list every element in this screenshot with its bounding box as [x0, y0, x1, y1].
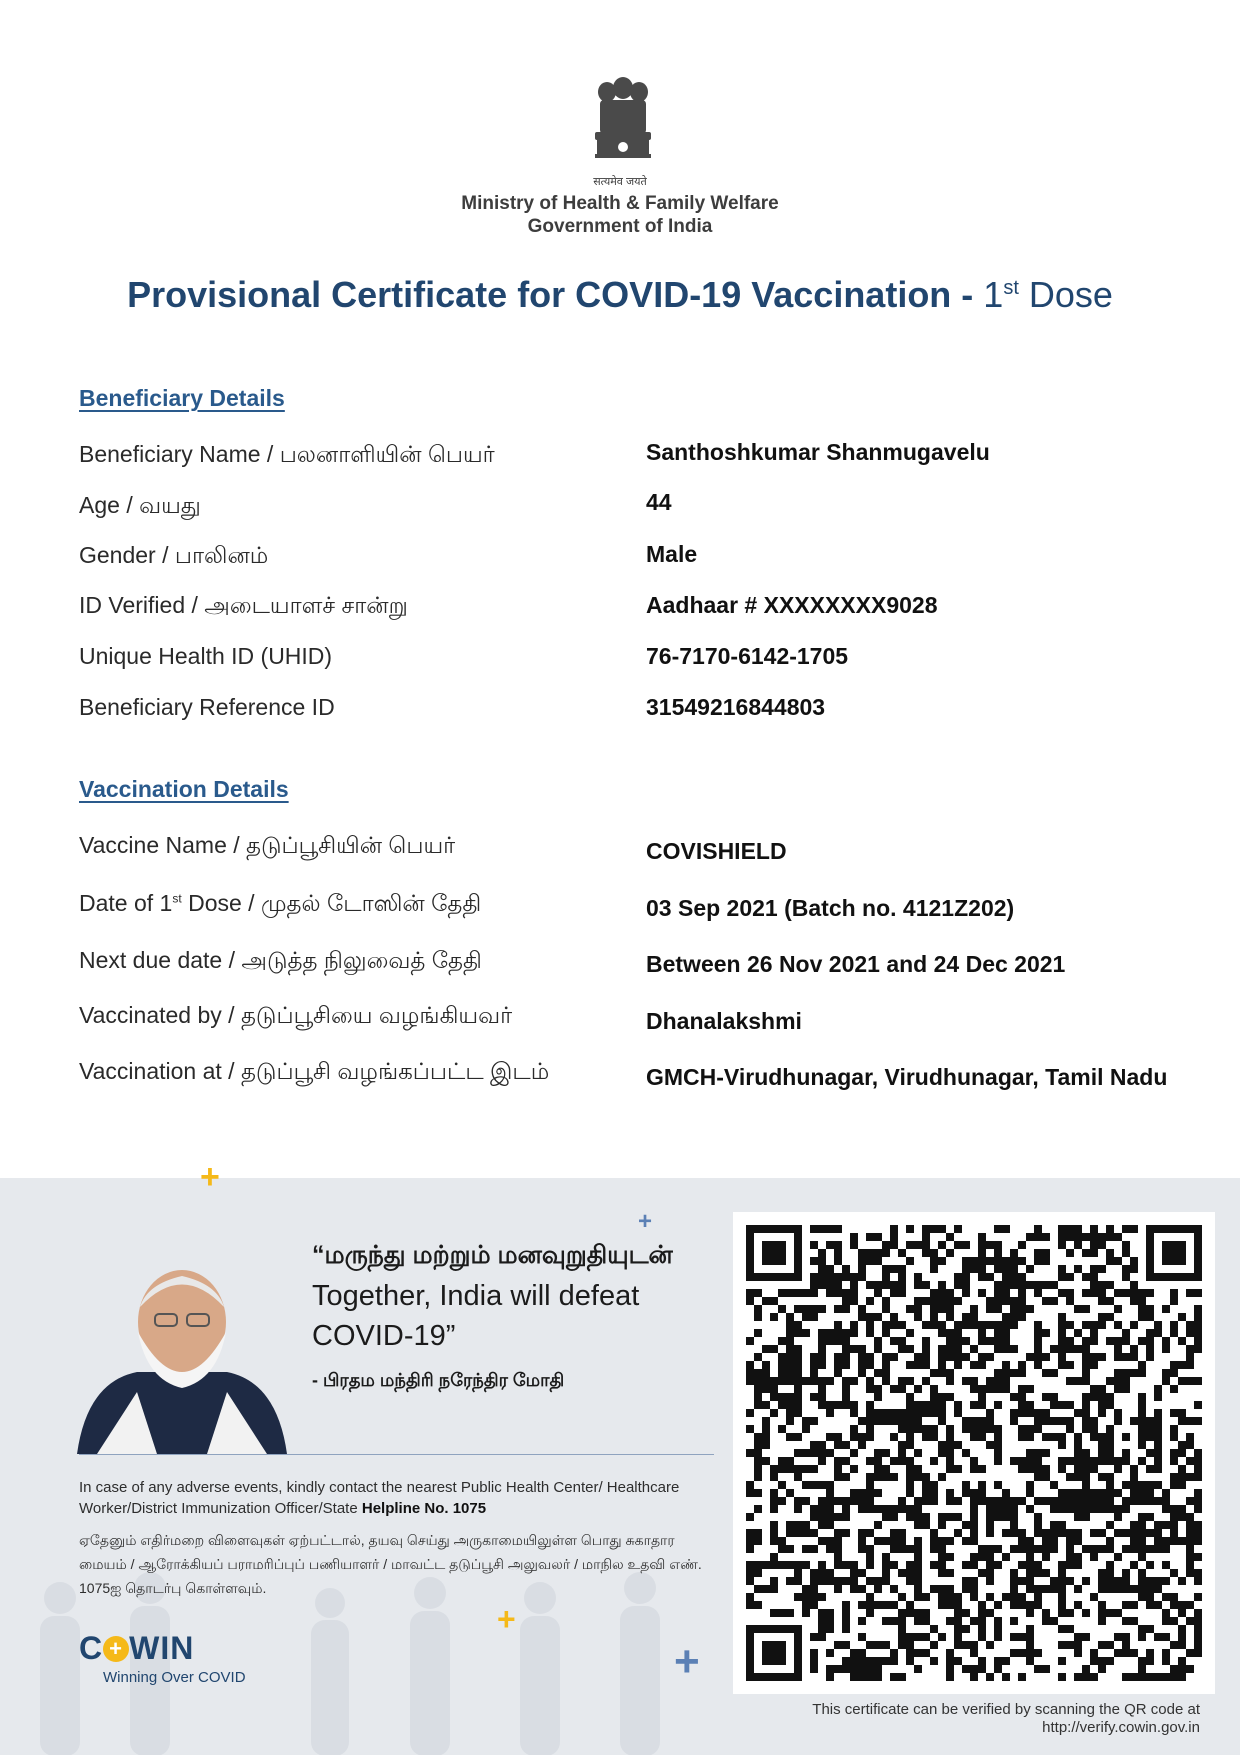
- vaccinated-by-label: Vaccinated by / தடுப்பூசியை வழங்கியவர்: [79, 1002, 513, 1028]
- verify-line-2[interactable]: http://verify.cowin.gov.in: [1042, 1719, 1200, 1736]
- prime-minister-portrait: [77, 1262, 287, 1454]
- emblem-motto: सत्यमेव जयते: [593, 176, 647, 188]
- title-dose-num: 1: [983, 274, 1004, 315]
- verify-line-1: This certificate can be verified by scanning the QR code at: [812, 1701, 1200, 1718]
- plus-decoration-icon: +: [497, 1601, 516, 1637]
- plus-circle-icon: +: [103, 1636, 129, 1662]
- government-name: Government of India: [527, 216, 713, 237]
- plus-decoration-icon: +: [638, 1208, 653, 1235]
- first-dose-date-label: [79, 890, 481, 920]
- quote-attribution: - பிரதம மந்திரி நரேந்திர மோதி: [312, 1370, 565, 1390]
- adverse-events-text: In case of any adverse events, kindly contact the nearest Public Health Center/ Healthcare Worker/District Immunization Officer/State: [79, 1479, 680, 1517]
- quote-tamil: “மருந்து மற்றும் மனவுறுதியுடன்: [312, 1241, 673, 1269]
- gender-value: Male: [646, 541, 698, 567]
- logo-letters: WIN: [129, 1630, 195, 1666]
- quote-english: Together, India will defeat COVID-19”: [312, 1280, 640, 1352]
- first-dose-label-sup: st: [172, 891, 182, 906]
- vaccination-at-label: Vaccination at / தடுப்பூசி வழங்கப்பட்ட இடம்: [79, 1058, 550, 1084]
- beneficiary-name-label: Beneficiary Name / பலனாளியின் பெயர்: [79, 441, 495, 467]
- footer-divider: [79, 1454, 714, 1455]
- qr-code-icon: [746, 1225, 1202, 1681]
- vaccination-at-value: GMCH-Virudhunagar, Virudhunagar, Tamil Nadu: [646, 1064, 1168, 1090]
- verification-note: [812, 1701, 1200, 1737]
- reference-id-label: Beneficiary Reference ID: [79, 694, 335, 720]
- beneficiary-name-value: Santhoshkumar Shanmugavelu: [646, 439, 990, 465]
- national-emblem-icon: [583, 70, 663, 180]
- gender-label: Gender / பாலினம்: [79, 542, 269, 568]
- helpline-number: Helpline No. 1075: [361, 1500, 487, 1517]
- logo-tagline: Winning Over COVID: [103, 1669, 246, 1686]
- id-verified-value: Aadhaar # XXXXXXXX9028: [646, 592, 938, 618]
- qr-code[interactable]: [733, 1212, 1215, 1694]
- plus-decoration-icon: +: [674, 1637, 700, 1686]
- beneficiary-details-heading: Beneficiary Details: [79, 385, 285, 411]
- first-dose-label-pre: Date of 1: [79, 890, 173, 916]
- age-value: 44: [646, 489, 672, 515]
- title-dose-sup: st: [1003, 277, 1019, 299]
- reference-id-value: 31549216844803: [646, 694, 826, 720]
- cowin-logo: [79, 1630, 246, 1686]
- uhid-value: 76-7170-6142-1705: [646, 643, 849, 669]
- uhid-label: Unique Health ID (UHID): [79, 643, 333, 669]
- age-label: Age / வயது: [79, 492, 201, 518]
- adverse-events-english: [79, 1477, 719, 1519]
- ministry-name: Ministry of Health & Family Welfare: [461, 193, 779, 214]
- vaccination-details-heading: Vaccination Details: [79, 776, 289, 802]
- id-verified-label: ID Verified / அடையாளச் சான்று: [79, 592, 408, 618]
- next-due-date-label: Next due date / அடுத்த நிலுவைத் தேதி: [79, 947, 482, 973]
- certificate-title: [0, 274, 1240, 316]
- logo-letter: C: [79, 1630, 104, 1666]
- next-due-date-value: Between 26 Nov 2021 and 24 Dec 2021: [646, 951, 1066, 977]
- pm-quote: [312, 1240, 712, 1393]
- title-main: Provisional Certificate for COVID-19 Vaccination -: [127, 274, 984, 315]
- vaccine-name-value: COVISHIELD: [646, 838, 787, 864]
- vaccine-name-label: Vaccine Name / தடுப்பூசியின் பெயர்: [79, 832, 456, 858]
- adverse-events-tamil: ஏதேனும் எதிர்மறை விளைவுகள் ஏற்பட்டால், தயவு செய்து அருகாமையிலுள்ள பொது சுகாதார மையம் / ஆரோக்கியப் பராமரிப்புப் பணியாளர் / மாவட்ட தடுப்பூசி அலுவலர் / மாநில உதவி எண். 1075ஐ தொடர்பு கொள்ளவும்.: [79, 1532, 702, 1596]
- title-dose-word: Dose: [1018, 274, 1113, 315]
- first-dose-date-value: 03 Sep 2021 (Batch no. 4121Z202): [646, 895, 1015, 921]
- vaccinated-by-value: Dhanalakshmi: [646, 1008, 802, 1034]
- plus-decoration-icon: +: [200, 1158, 220, 1196]
- first-dose-label-post: Dose / முதல் டோஸின் தேதி: [181, 890, 482, 916]
